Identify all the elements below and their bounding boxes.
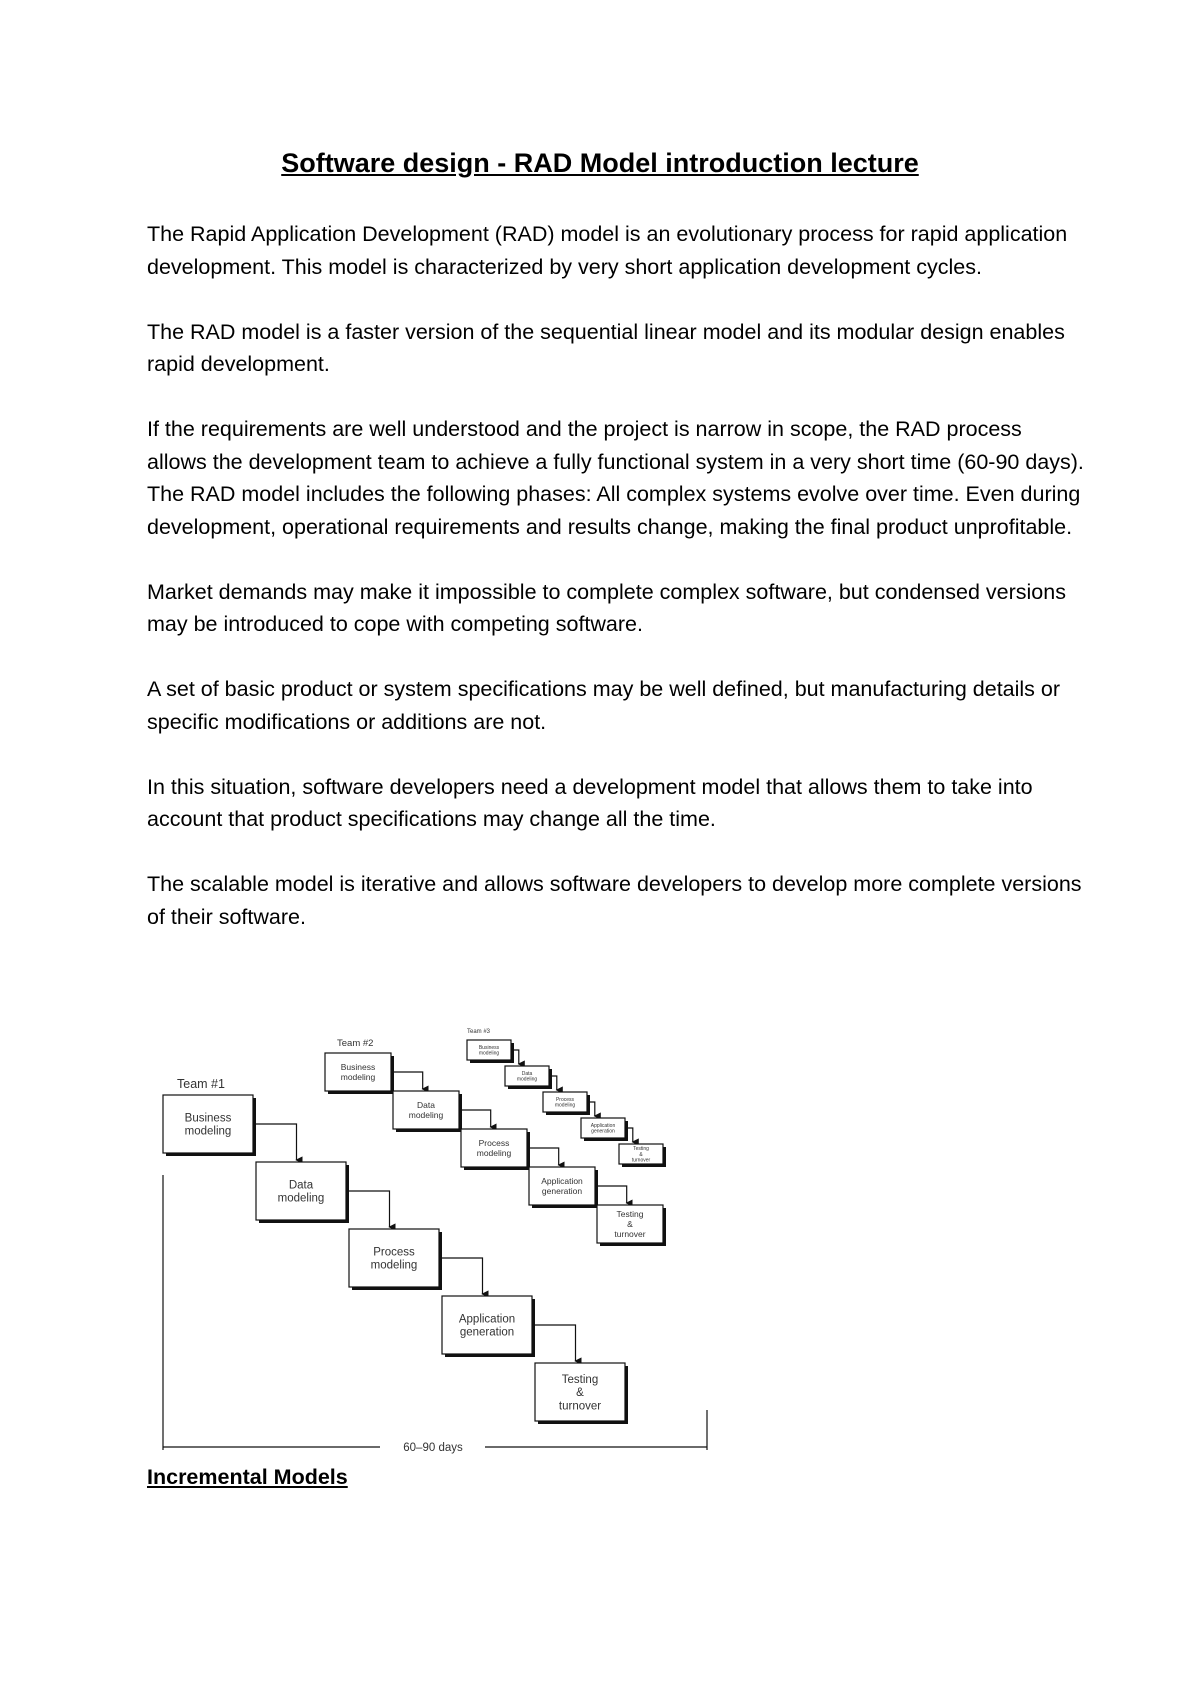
paragraph: In this situation, software developers need a development model that allows them to take into account that product specifications may change all the time. <box>147 774 1033 831</box>
phase-label: Data <box>288 1179 314 1192</box>
phase-arrow <box>628 1128 633 1142</box>
phase-label: modeling <box>516 1076 538 1083</box>
phase-label: Application <box>590 1122 616 1129</box>
phase-label: modeling <box>370 1259 418 1272</box>
page-title: Software design - RAD Model introduction lecture <box>281 148 919 178</box>
phase-label: Data <box>521 1070 533 1077</box>
phase-box <box>535 1363 628 1424</box>
phase-label: Process <box>555 1096 575 1103</box>
phase-box <box>505 1066 552 1089</box>
team-label: Team #3 <box>467 1029 491 1035</box>
phase-label: modeling <box>408 1109 444 1120</box>
phase-box <box>256 1162 349 1223</box>
phase-label: Testing <box>616 1209 644 1220</box>
phase-box <box>467 1040 514 1063</box>
phase-arrow <box>598 1186 627 1203</box>
phase-arrow <box>462 1110 491 1127</box>
phase-label: Business <box>184 1112 232 1125</box>
phase-arrow <box>514 1050 519 1064</box>
phase-label: Process <box>373 1246 415 1259</box>
phase-label: turnover <box>558 1400 602 1413</box>
phase-label: generation <box>541 1185 583 1196</box>
phase-label: modeling <box>478 1050 500 1057</box>
phase-label: Data <box>417 1100 435 1111</box>
phase-label: turnover <box>631 1157 651 1164</box>
phase-label: modeling <box>184 1125 232 1138</box>
team-label: Team #1 <box>177 1077 225 1091</box>
paragraph: The RAD model is a faster version of the sequential linear model and its modular design enables rapid development. <box>147 319 1065 376</box>
rad-model-diagram <box>155 1025 715 1480</box>
section-heading: Incremental Models <box>147 1465 348 1489</box>
phase-label: generation <box>591 1128 615 1135</box>
phase-arrow <box>530 1148 559 1165</box>
phase-label: Testing <box>561 1373 599 1386</box>
phase-box <box>597 1205 666 1246</box>
team-2-cascade <box>325 1038 666 1246</box>
phase-arrow <box>552 1076 557 1090</box>
phase-label: modeling <box>554 1102 576 1109</box>
phase-box <box>581 1118 628 1141</box>
phase-label: modeling <box>277 1192 325 1205</box>
phase-box <box>442 1296 535 1357</box>
phase-box <box>529 1167 598 1208</box>
phase-arrow <box>256 1124 297 1160</box>
team-label: Team #2 <box>337 1038 374 1049</box>
phase-label: Application <box>458 1313 516 1326</box>
phase-arrow <box>535 1325 576 1361</box>
phase-box <box>163 1095 256 1156</box>
phase-box <box>461 1129 530 1170</box>
paragraph: If the requirements are well understood and the project is narrow in scope, the RAD process allows the development team to achieve a fully functional system in a very short time (60-90 days). The RAD model includes the following phases: All complex systems evolve over time. Even during development, operational requirements and results change, making the final product unprofitable. <box>147 417 1084 539</box>
phase-label: modeling <box>340 1071 376 1082</box>
phase-label: modeling <box>476 1147 512 1158</box>
phase-label: Business <box>478 1044 500 1051</box>
phase-label: & <box>639 1151 643 1158</box>
phase-label: & <box>627 1218 633 1229</box>
body-text <box>147 218 1087 966</box>
phase-box <box>543 1092 590 1115</box>
phase-box <box>325 1053 394 1094</box>
phase-label: & <box>576 1387 584 1400</box>
paragraph: Market demands may make it impossible to complete complex software, but condensed versions may be introduced to cope with competing software. <box>147 579 1066 636</box>
phase-label: Application <box>541 1176 583 1187</box>
phase-box <box>619 1144 666 1167</box>
phase-box <box>393 1091 462 1132</box>
phase-label: Business <box>340 1062 376 1073</box>
paragraph: The Rapid Application Development (RAD) model is an evolutionary process for rapid application development. This model is characterized by very short application development cycles. <box>147 222 1068 279</box>
phase-arrow <box>442 1258 483 1294</box>
paragraph: The scalable model is iterative and allows software developers to develop more complete versions of their software. <box>147 872 1082 929</box>
phase-label: Testing <box>633 1146 649 1152</box>
phase-label: generation <box>459 1326 515 1339</box>
phase-box <box>349 1229 442 1290</box>
phase-arrow <box>349 1191 390 1227</box>
phase-label: turnover <box>614 1228 646 1239</box>
paragraph: A set of basic product or system specifications may be well defined, but manufacturing details or specific modifications or additions are not. <box>147 677 1061 734</box>
phase-arrow <box>394 1072 423 1089</box>
phase-label: Process <box>478 1138 510 1149</box>
timeline-label: 60–90 days <box>403 1442 463 1454</box>
phase-arrow <box>590 1102 595 1116</box>
